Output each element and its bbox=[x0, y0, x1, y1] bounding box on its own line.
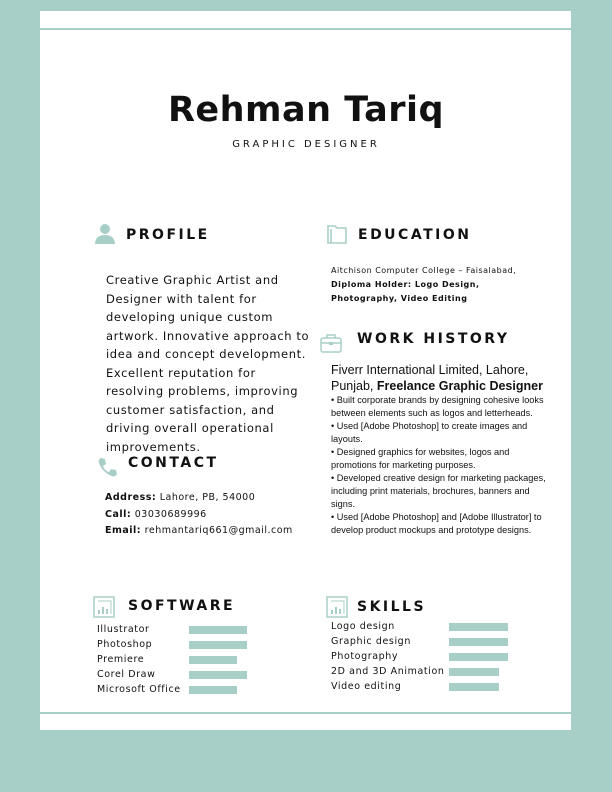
email-label: Email: bbox=[105, 525, 142, 536]
item-label: Logo design bbox=[331, 621, 395, 632]
item-label: Premiere bbox=[97, 654, 145, 665]
chart-icon bbox=[93, 596, 115, 618]
candidate-title: GRAPHIC DESIGNER bbox=[232, 139, 380, 150]
phone-value: 03030689996 bbox=[134, 508, 207, 520]
level-bar bbox=[449, 653, 508, 661]
skills-heading: SKILLS bbox=[357, 599, 427, 615]
bullet: • Designed graphics for websites, logos and promotions for marketing purposes. bbox=[331, 447, 510, 470]
item-label: Graphic design bbox=[331, 636, 411, 647]
contact-details bbox=[105, 490, 293, 540]
item-label: Video editing bbox=[331, 681, 402, 692]
profile-heading: PROFILE bbox=[126, 227, 210, 243]
bullet: • Developed creative design for marketing packages, including print materials, brochures, banners and signs. bbox=[331, 473, 546, 509]
chart-icon bbox=[326, 596, 348, 618]
diploma: Diploma Holder: Logo Design, Photography, Video Editing bbox=[331, 280, 480, 303]
software-item bbox=[97, 654, 257, 669]
address-value: Lahore, PB, 54000 bbox=[159, 492, 256, 503]
company: Fiverr International Limited, Lahore, Punjab, bbox=[331, 363, 529, 393]
briefcase-icon bbox=[320, 332, 342, 354]
work-heading: WORK HISTORY bbox=[357, 331, 510, 347]
bullet: • Used [Adobe Photoshop] and [Adobe Illustrator] to develop product mockups and prototype designs. bbox=[331, 512, 542, 535]
item-label: Corel Draw bbox=[97, 669, 156, 680]
folder-icon bbox=[326, 223, 348, 245]
level-bar bbox=[189, 641, 247, 649]
software-item bbox=[97, 684, 257, 699]
skills-item bbox=[331, 651, 511, 666]
item-label: Illustrator bbox=[97, 624, 150, 635]
candidate-name: Rehman Tariq bbox=[167, 90, 445, 130]
software-heading: SOFTWARE bbox=[128, 598, 236, 614]
address-label: Address: bbox=[105, 492, 157, 503]
item-label: Photography bbox=[331, 651, 399, 662]
education-heading: EDUCATION bbox=[358, 227, 472, 243]
software-item bbox=[97, 624, 257, 639]
level-bar bbox=[449, 623, 508, 631]
level-bar bbox=[189, 671, 247, 679]
skills-item bbox=[331, 621, 511, 636]
software-item bbox=[97, 669, 257, 684]
level-bar bbox=[189, 626, 247, 634]
contact-heading: CONTACT bbox=[128, 455, 219, 471]
work-entry bbox=[331, 362, 546, 537]
item-label: 2D and 3D Animation bbox=[331, 666, 445, 677]
phone-icon bbox=[97, 456, 119, 478]
level-bar bbox=[449, 683, 499, 691]
level-bar bbox=[449, 638, 508, 646]
person-icon bbox=[94, 223, 116, 245]
level-bar bbox=[189, 656, 237, 664]
divider bbox=[40, 712, 571, 714]
skills-item bbox=[331, 666, 511, 681]
level-bar bbox=[189, 686, 237, 694]
education-details bbox=[331, 264, 546, 306]
divider bbox=[40, 28, 571, 30]
skills-item bbox=[331, 681, 511, 696]
school: Aitchison Computer College – Faisalabad, bbox=[331, 266, 517, 275]
software-item bbox=[97, 639, 257, 654]
bullet: • Built corporate brands by designing cohesive looks between elements such as logos and letterheads. bbox=[331, 395, 544, 418]
profile-text: Creative Graphic Artist and Designer with talent for developing unique custom artwork. Innovative approach to idea and concept development. Excellent reputation for resolving problems, improving customer satisfaction, and driving overall operational improvements. bbox=[106, 273, 310, 454]
skills-item bbox=[331, 636, 511, 651]
item-label: Microsoft Office bbox=[97, 684, 181, 695]
level-bar bbox=[449, 668, 499, 676]
role: Freelance Graphic Designer bbox=[376, 379, 543, 393]
email-value[interactable]: rehmantariq661@gmail.com bbox=[144, 525, 293, 536]
call-label: Call: bbox=[105, 508, 132, 520]
bullet: • Used [Adobe Photoshop] to create images and layouts. bbox=[331, 421, 528, 444]
item-label: Photoshop bbox=[97, 639, 153, 650]
